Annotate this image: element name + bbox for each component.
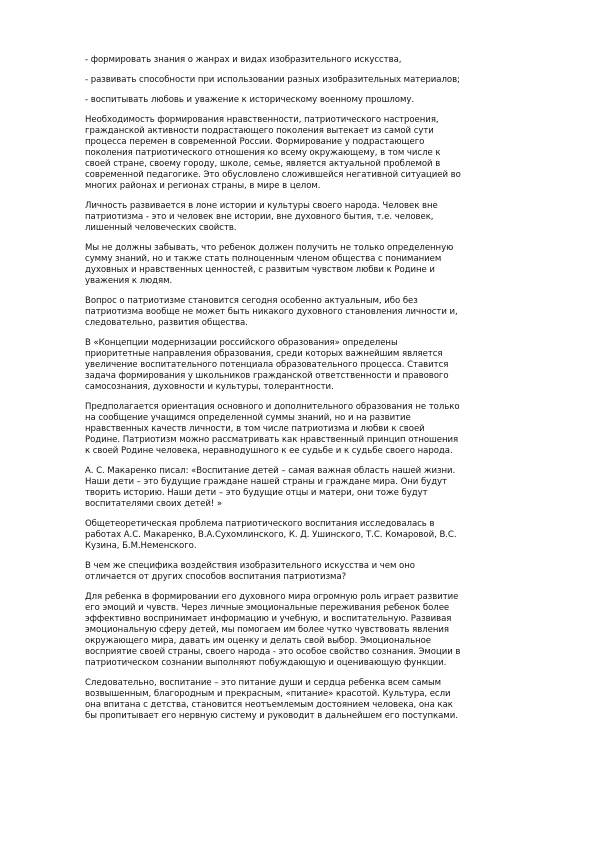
- paragraph-specific-question: В чем же специфика воздействия изобразительного искусства и чем оно отличается от других способов воспитания патриотизма?: [85, 561, 415, 582]
- paragraph-conclusion: Следовательно, воспитание – это питание души и сердца ребенка всем самым возвышенным, благородным и прекрасным, «питание» красотой. Культура, если она впитана с детства, становится неотъемлемым достоянием человека, она как бы пропитывает его нервную систему и руководит в дальнейшем его поступками.: [85, 678, 458, 721]
- list-item-abilities: - развивать способности при использовании разных изобразительных материалов;: [85, 75, 460, 85]
- paragraph-necessity: Необходимость формирования нравственности, патриотического настроения, гражданской активности подрастающего поколения вытекает из самой сути процесса перемен в современной России. Формирование у подрастающего поколения патриотического отношения ко всему окружающему, в том числе к своей стране, своему городу, школе, семье, является актуальной проблемой в современной педагогике. Это обусловлено сложившейся негативной ситуацией во многих районах и регионах страны, в мире в целом.: [85, 115, 461, 191]
- document-page: [85, 55, 553, 731]
- paragraph-theoretical-problem: Общетеоретическая проблема патриотического воспитания исследовалась в работах А.С. Макаренко, В.А.Сухомлинского, К. Д. Ушинского, Т.С. Комаровой, В.С. Кузина, Б.М.Неменского.: [85, 519, 457, 551]
- paragraph-knowledge: Мы не должны забывать, что ребенок должен получить не только определенную сумму знаний, но и также стать полноценным членом общества с пониманием духовных и нравственных ценностей, с развитым чувством любви к Родине и уважения к людям.: [85, 243, 454, 286]
- list-item-genres: - формировать знания о жанрах и видах изобразительного искусства,: [85, 55, 402, 65]
- paragraph-concept: В «Концепции модернизации российского образования» определены приоритетные направления образования, среди которых важнейшим является увеличение воспитательного потенциала образовательного процесса. Ставится задача формирования у школьников гражданской ответственности и правового самосознания, духовности и культуры, толерантности.: [85, 338, 449, 392]
- paragraph-question: Вопрос о патриотизме становится сегодня особенно актуальным, ибо без патриотизма вообще не может быть никакого духовного становления личности и, следовательно, развития общества.: [85, 296, 458, 328]
- paragraph-makarenko-quote: А. С. Макаренко писал: «Воспитание детей – самая важная область нашей жизни. Наши дети – это будущие граждане нашей страны и граждане мира. Они будут творить историю. Наши дети – это будущие отцы и матери, они тоже будут воспитателями своих детей! »: [85, 466, 456, 509]
- list-item-military-past: - воспитывать любовь и уважение к историческому военному прошлому.: [85, 95, 415, 105]
- paragraph-personality: Личность развивается в лоне истории и культуры своего народа. Человек вне патриотизма - это и человек вне истории, вне духовного бытия, т.е. человек, лишенный человеческих свойств.: [85, 201, 438, 233]
- paragraph-orientation: Предполагается ориентация основного и дополнительного образования не только на сообщение учащимся определенной суммы знаний, но и на развитие нравственных качеств личности, в том числе патриотизма и любви к своей Родине. Патриотизм можно рассматривать как нравственный принцип отношения к своей Родине человека, неравнодушного к ее судьбе и к судьбе своего народа.: [85, 402, 460, 456]
- paragraph-emotions: Для ребенка в формировании его духовного мира огромную роль играет развитие его эмоций и чувств. Через личные эмоциональные переживания ребенок более эффективно воспринимает информацию и учебную, и воспитательную. Развивая эмоциональную сферу детей, мы помогаем им более чутко чувствовать явления окружающего мира, давать им оценку и делать свой выбор. Эмоциональное восприятие своей страны, своего народа - это особое свойство сознания. Эмоции в патриотическом сознании выполняют побуждающую и оценивающую функции.: [85, 592, 461, 668]
